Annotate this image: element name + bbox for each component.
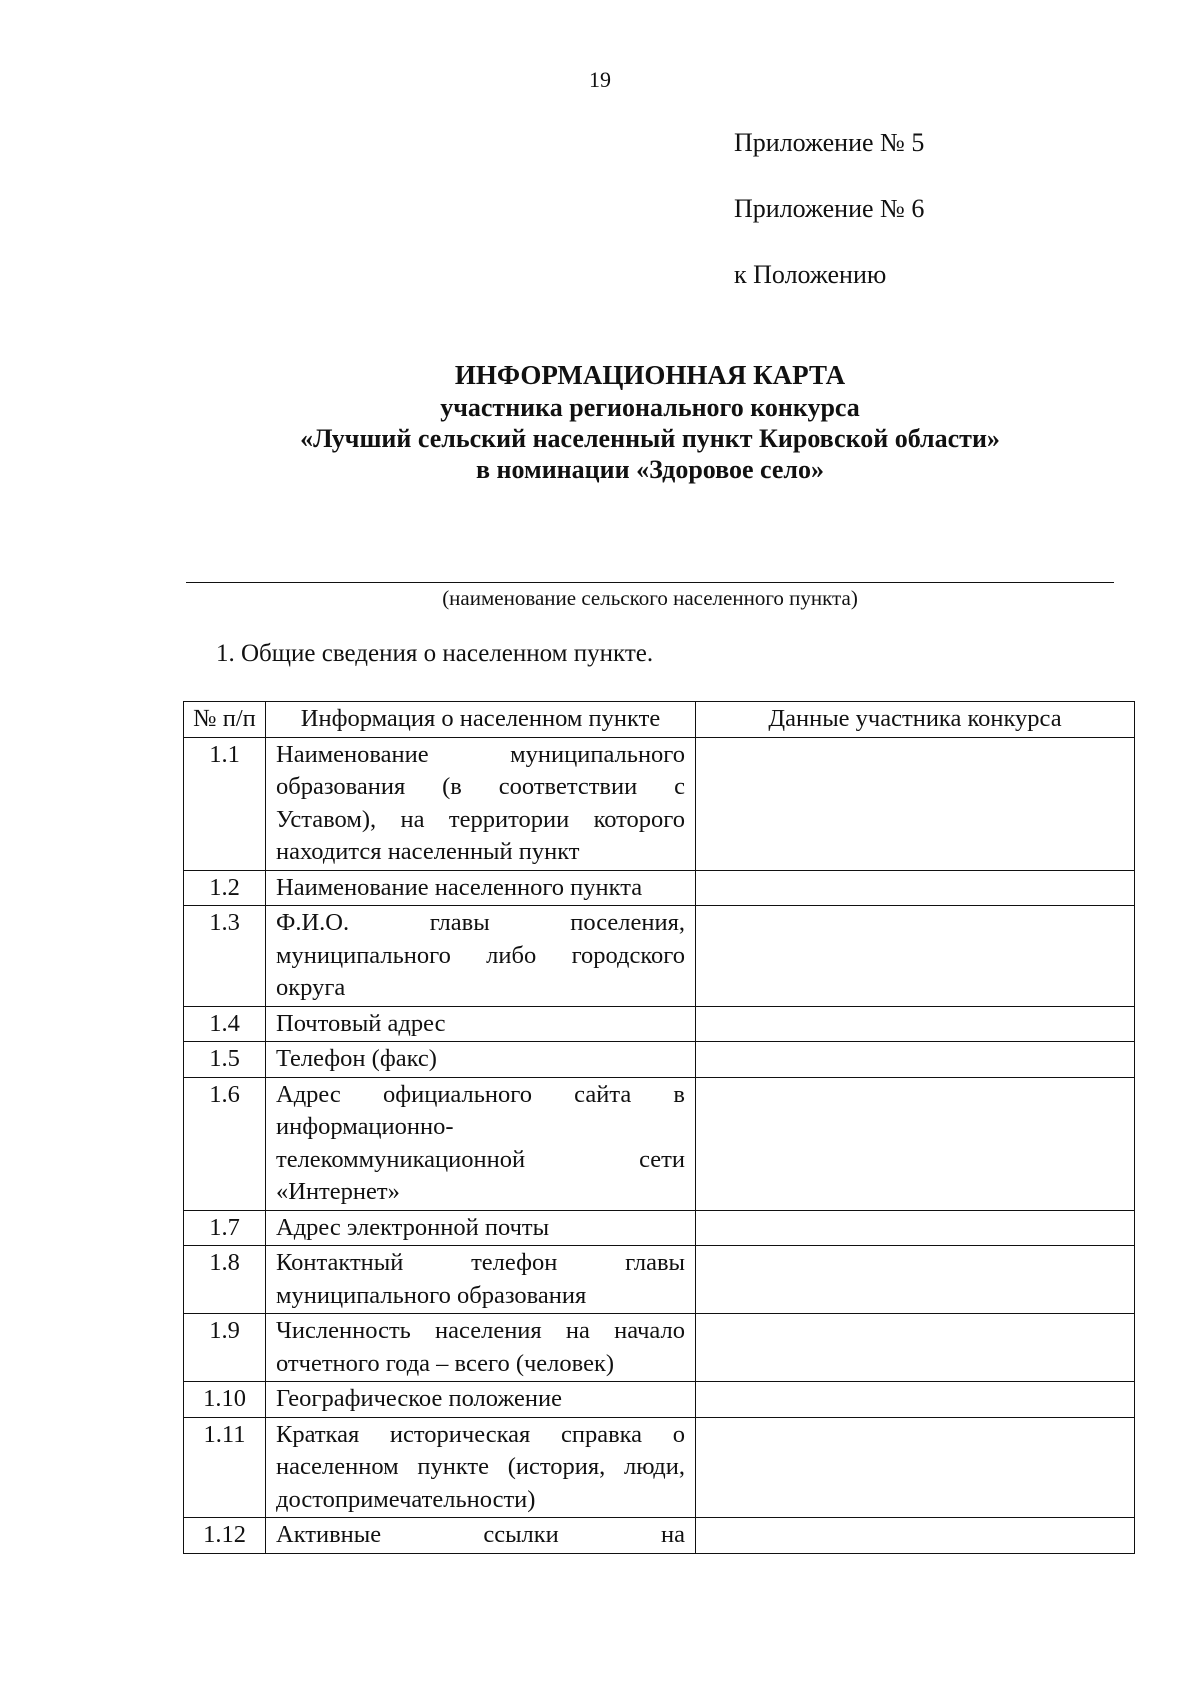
row-num: 1.9 [184,1314,266,1382]
row-num: 1.1 [184,737,266,870]
row-num: 1.8 [184,1246,266,1314]
row-info: Телефон (факс) [266,1042,696,1078]
row-num: 1.4 [184,1006,266,1042]
appendix-line-3: к Положению [734,260,887,289]
row-data-cell[interactable] [696,1314,1135,1382]
row-info: Ф.И.О. главы поселения, муниципального либо городского округа [266,906,696,1007]
header-info: Информация о населенном пункте [266,702,696,738]
table-header-row [184,702,1135,738]
row-info: Контактный телефон главы муниципального образования [266,1246,696,1314]
table-row [184,1077,1135,1210]
row-data-cell[interactable] [696,1518,1135,1554]
row-num: 1.12 [184,1518,266,1554]
row-info: Наименование населенного пункта [266,870,696,906]
title-main: ИНФОРМАЦИОННАЯ КАРТА [454,360,846,390]
table-row [184,1210,1135,1246]
row-data-cell[interactable] [696,1006,1135,1042]
row-info: Адрес электронной почты [266,1210,696,1246]
table-row [184,1314,1135,1382]
row-data-cell[interactable] [696,1042,1135,1078]
row-info: Географическое положение [266,1382,696,1418]
settlement-name-caption: (наименование сельского населенного пункта) [442,586,858,610]
table-row [184,1042,1135,1078]
row-data-cell[interactable] [696,906,1135,1007]
row-num: 1.6 [184,1077,266,1210]
page-number: 19 [589,67,611,92]
section-heading: 1. Общие сведения о населенном пункте. [216,640,654,667]
table-row [184,870,1135,906]
title-line-3: «Лучший сельский населенный пункт Кировской области» [300,424,1000,453]
appendix-line-1: Приложение № 5 [734,128,925,157]
row-data-cell[interactable] [696,1417,1135,1518]
settlement-name-line [186,582,1114,583]
row-num: 1.10 [184,1382,266,1418]
table-row [184,1518,1135,1554]
row-data-cell[interactable] [696,870,1135,906]
document-title [120,358,1180,485]
row-info: Численность населения на начало отчетного года – всего (человек) [266,1314,696,1382]
title-line-4: в номинации «Здоровое село» [475,455,825,484]
table-row [184,906,1135,1007]
row-info: Краткая историческая справка о населенном пункте (история, люди, достопримечательности) [266,1417,696,1518]
appendix-line-2: Приложение № 6 [734,194,925,223]
row-num: 1.11 [184,1417,266,1518]
header-data: Данные участника конкурса [696,702,1135,738]
row-num: 1.5 [184,1042,266,1078]
row-num: 1.3 [184,906,266,1007]
row-info: Наименование муниципального образования (в соответствии с Уставом), на территории которого находится населенный пункт [266,737,696,870]
table-row [184,737,1135,870]
row-data-cell[interactable] [696,1382,1135,1418]
row-data-cell[interactable] [696,1077,1135,1210]
table-row [184,1006,1135,1042]
row-num: 1.2 [184,870,266,906]
row-info: Активные ссылки на [266,1518,696,1554]
table-row [184,1246,1135,1314]
table-row [184,1382,1135,1418]
row-info: Почтовый адрес [266,1006,696,1042]
row-data-cell[interactable] [696,1210,1135,1246]
row-data-cell[interactable] [696,1246,1135,1314]
row-data-cell[interactable] [696,737,1135,870]
table-row [184,1417,1135,1518]
header-num: № п/п [184,702,266,738]
row-info: Адрес официального сайта в информационно-телекоммуникационной сети «Интернет» [266,1077,696,1210]
row-num: 1.7 [184,1210,266,1246]
info-table [183,701,1135,1554]
title-line-2: участника регионального конкурса [440,393,860,422]
